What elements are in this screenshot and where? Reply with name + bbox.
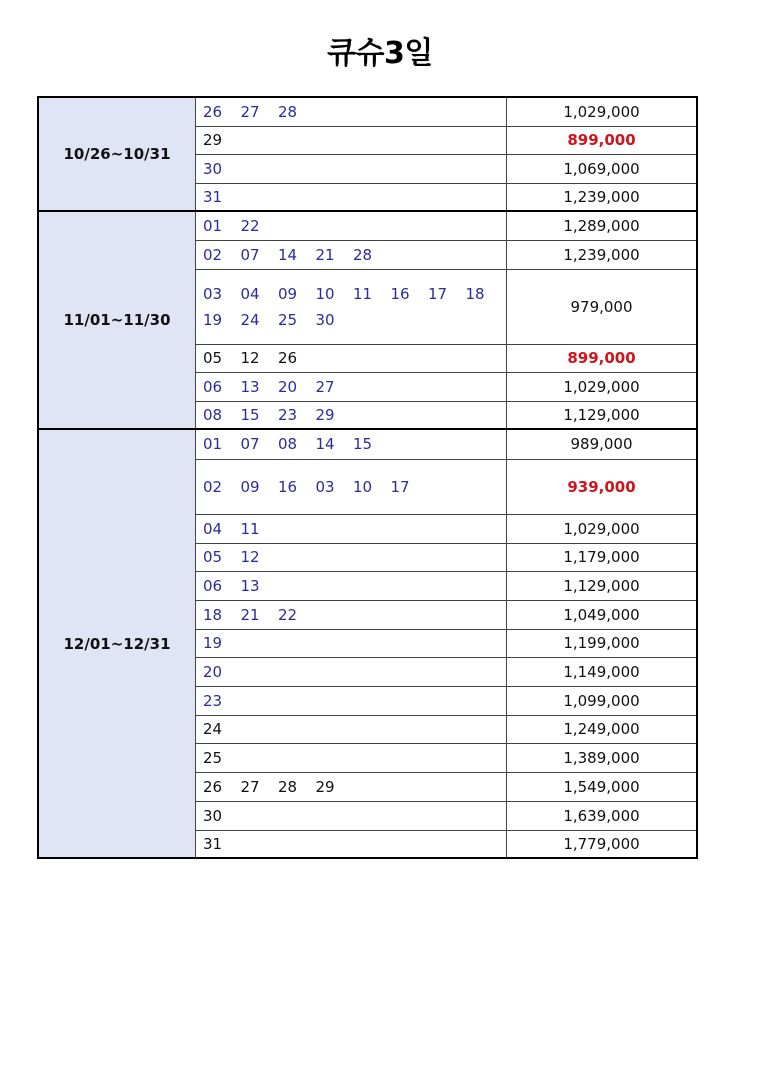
departure-day: 08 [203, 405, 223, 424]
period-label: 10/26~10/31 [38, 97, 196, 211]
departure-day: 27 [240, 102, 260, 121]
departure-day: 24 [203, 720, 223, 738]
departure-day: 08 [278, 435, 298, 454]
departure-day: 06 [203, 576, 223, 595]
price-value: 1,179,000 [507, 543, 698, 571]
price-value: 1,129,000 [507, 571, 698, 600]
departure-days [196, 240, 507, 269]
departure-day: 17 [428, 284, 448, 303]
price-value: 1,639,000 [507, 801, 698, 830]
price-highlight: 899,000 [507, 126, 698, 154]
departure-days [196, 269, 507, 344]
departure-days [196, 126, 507, 154]
price-value: 1,099,000 [507, 686, 698, 715]
departure-day: 05 [203, 548, 223, 566]
departure-day: 11 [353, 284, 373, 303]
departure-days [196, 772, 507, 801]
departure-day: 22 [278, 605, 298, 624]
departure-day: 21 [240, 605, 260, 624]
departure-day: 11 [240, 519, 260, 538]
price-value: 1,389,000 [507, 743, 698, 772]
departure-days [196, 600, 507, 629]
price-value: 1,239,000 [507, 240, 698, 269]
departure-day: 09 [240, 477, 260, 496]
price-value: 1,249,000 [507, 715, 698, 743]
price-value: 1,779,000 [507, 830, 698, 858]
price-value: 1,239,000 [507, 183, 698, 211]
price-value: 989,000 [507, 429, 698, 459]
departure-day: 04 [203, 519, 223, 538]
departure-day: 13 [240, 377, 260, 396]
departure-day: 21 [315, 245, 335, 264]
departure-day: 16 [278, 477, 298, 496]
departure-day: 27 [240, 777, 260, 796]
price-value: 1,199,000 [507, 629, 698, 657]
departure-day: 22 [240, 216, 260, 235]
departure-day: 16 [390, 284, 410, 303]
price-value: 1,049,000 [507, 600, 698, 629]
departure-days [196, 801, 507, 830]
departure-day: 12 [240, 548, 260, 566]
departure-day: 19 [203, 634, 223, 652]
departure-day: 28 [278, 102, 298, 121]
price-highlight: 899,000 [507, 344, 698, 372]
departure-day: 18 [203, 605, 223, 624]
departure-day: 17 [390, 477, 410, 496]
departure-days [196, 629, 507, 657]
price-value: 1,129,000 [507, 401, 698, 429]
price-value: 1,149,000 [507, 657, 698, 686]
departure-days [196, 372, 507, 401]
departure-days [196, 401, 507, 429]
departure-day: 01 [203, 435, 223, 454]
departure-day: 25 [278, 310, 298, 329]
period-label: 11/01~11/30 [38, 211, 196, 429]
departure-day: 14 [315, 435, 335, 454]
departure-day: 24 [240, 310, 260, 329]
departure-day: 01 [203, 216, 223, 235]
departure-day: 02 [203, 245, 223, 264]
departure-day: 15 [353, 435, 373, 454]
price-row [38, 211, 697, 240]
departure-day: 28 [353, 245, 373, 264]
departure-days [196, 211, 507, 240]
departure-day: 18 [465, 284, 485, 303]
departure-day: 09 [278, 284, 298, 303]
departure-day: 03 [203, 284, 223, 303]
departure-days [196, 154, 507, 183]
departure-days [196, 183, 507, 211]
departure-day: 19 [203, 310, 223, 329]
departure-days [196, 543, 507, 571]
departure-days [196, 743, 507, 772]
price-value: 1,549,000 [507, 772, 698, 801]
departure-day: 10 [315, 284, 335, 303]
price-value: 1,289,000 [507, 211, 698, 240]
departure-day: 26 [278, 349, 298, 367]
departure-day: 30 [203, 159, 223, 178]
departure-days [196, 429, 507, 459]
price-table [37, 96, 698, 859]
price-value: 1,069,000 [507, 154, 698, 183]
departure-day: 25 [203, 748, 223, 767]
departure-day: 27 [315, 377, 335, 396]
price-table-body [38, 97, 697, 858]
departure-day: 31 [203, 834, 223, 853]
period-label: 12/01~12/31 [38, 429, 196, 858]
departure-days [196, 97, 507, 126]
departure-day: 29 [315, 777, 335, 796]
departure-day: 10 [353, 477, 373, 496]
departure-day: 20 [278, 377, 298, 396]
departure-day: 13 [240, 576, 260, 595]
price-highlight: 939,000 [507, 459, 698, 514]
departure-day: 20 [203, 662, 223, 681]
departure-day: 07 [240, 245, 260, 264]
departure-days [196, 344, 507, 372]
departure-day: 15 [240, 405, 260, 424]
departure-day: 29 [315, 405, 335, 424]
price-row [38, 97, 697, 126]
departure-days [196, 657, 507, 686]
departure-day: 26 [203, 102, 223, 121]
price-value: 1,029,000 [507, 372, 698, 401]
departure-day: 12 [240, 349, 260, 367]
departure-day: 02 [203, 477, 223, 496]
departure-day: 14 [278, 245, 298, 264]
departure-day: 28 [278, 777, 298, 796]
departure-day: 23 [203, 691, 223, 710]
price-row [38, 429, 697, 459]
price-value: 979,000 [507, 269, 698, 344]
departure-days [196, 715, 507, 743]
departure-day: 03 [315, 477, 335, 496]
departure-day: 23 [278, 405, 298, 424]
price-value: 1,029,000 [507, 514, 698, 543]
departure-day: 31 [203, 187, 223, 206]
departure-day: 29 [203, 131, 223, 149]
price-value: 1,029,000 [507, 97, 698, 126]
departure-day: 05 [203, 349, 223, 367]
departure-days [196, 571, 507, 600]
page-title: 큐슈3일 [327, 36, 433, 71]
departure-days [196, 686, 507, 715]
departure-day: 30 [315, 310, 335, 329]
departure-day: 30 [203, 806, 223, 825]
departure-day: 07 [240, 435, 260, 454]
departure-days [196, 514, 507, 543]
departure-days [196, 459, 507, 514]
departure-day: 26 [203, 777, 223, 796]
departure-day: 06 [203, 377, 223, 396]
departure-day: 04 [240, 284, 260, 303]
departure-days [196, 830, 507, 858]
